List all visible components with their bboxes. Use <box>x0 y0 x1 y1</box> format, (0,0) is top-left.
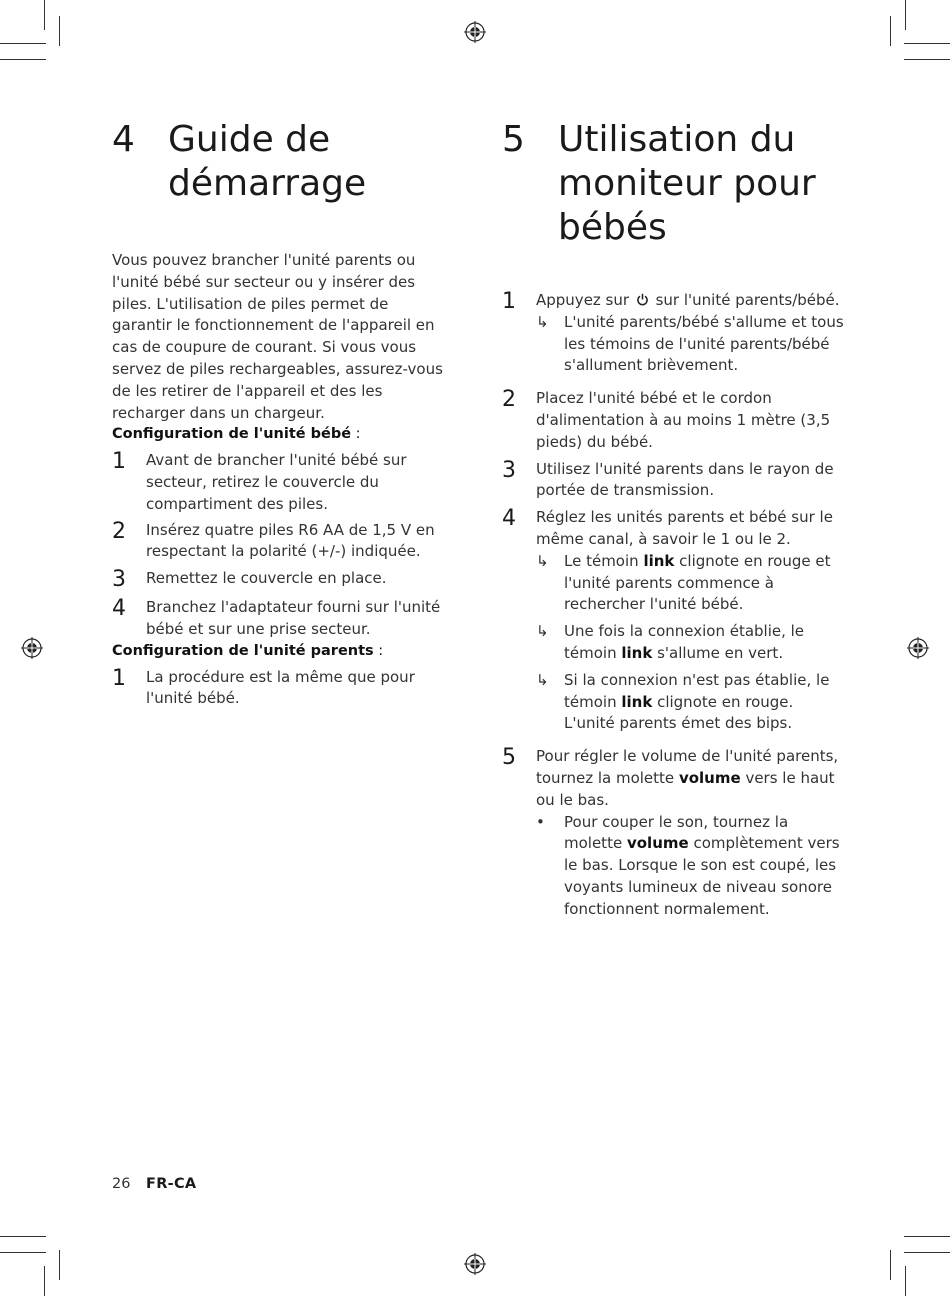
baby-step-1 <box>112 450 452 515</box>
bullet-icon: • <box>536 812 545 831</box>
crop-mark-icon <box>904 59 950 60</box>
page-footer <box>112 1176 196 1192</box>
result-text-before: Une fois la connexion établie, le témoin <box>564 622 805 662</box>
crop-mark-icon <box>0 59 46 60</box>
step-text: Réglez les unités parents et bébé sur le même canal, à savoir le 1 ou le 2. <box>536 508 833 548</box>
baby-config-label: Configuration de l'unité bébé <box>112 426 352 443</box>
step-number: 2 <box>112 518 126 544</box>
crop-mark-icon <box>59 1250 60 1280</box>
step-number: 1 <box>112 449 126 475</box>
result-arrow-icon: ↳ <box>536 670 549 689</box>
result-line <box>536 551 847 616</box>
step-text: Branchez l'adaptateur fourni sur l'unité bébé et sur une prise secteur. <box>146 598 441 638</box>
crop-mark-icon <box>890 1250 891 1280</box>
colon: : <box>373 642 384 659</box>
crop-mark-icon <box>0 43 46 44</box>
result-arrow-icon: ↳ <box>536 622 549 641</box>
baby-step-4 <box>112 597 452 641</box>
step-text: Remettez le couvercle en place. <box>146 569 387 588</box>
step-number: 3 <box>112 567 126 593</box>
result-text-after: s'allume en vert. <box>657 643 784 662</box>
crop-mark-icon <box>905 0 906 30</box>
parent-config-heading <box>112 641 452 663</box>
step-number: 4 <box>502 506 516 532</box>
step-number: 4 <box>112 596 126 622</box>
result-text-after: clignote en rouge. L'unité parents émet des bips. <box>564 692 794 733</box>
crop-mark-icon <box>59 16 60 46</box>
step-text <box>536 290 847 312</box>
result-line <box>536 621 847 665</box>
result-text <box>564 621 847 665</box>
step-text-before: Appuyez sur <box>536 291 630 309</box>
section-5-heading <box>502 118 847 250</box>
colon: : <box>351 426 361 443</box>
section-title: Utilisation du moniteur pour bébés <box>558 119 816 248</box>
crop-mark-icon <box>905 1266 906 1296</box>
usage-step-2 <box>502 388 847 453</box>
step-text: Insérez quatre piles R6 AA de 1,5 V en respectant la polarité (+/-) indiquée. <box>146 520 435 561</box>
usage-step-5 <box>502 746 847 920</box>
baby-config-heading <box>112 424 452 446</box>
result-line <box>536 670 847 735</box>
step-text: Utilisez l'unité parents dans le rayon de portée de transmission. <box>536 459 834 500</box>
volume-keyword: volume <box>678 768 741 787</box>
crop-mark-icon <box>904 1252 950 1253</box>
crop-mark-icon <box>904 1236 950 1237</box>
step-number: 5 <box>502 745 516 771</box>
link-keyword: link <box>621 643 653 662</box>
step-number: 1 <box>112 665 126 691</box>
crop-mark-icon <box>890 16 891 46</box>
step-text-after: vers le haut ou le bas. <box>536 768 835 809</box>
crop-mark-icon <box>0 1236 46 1237</box>
power-icon <box>636 293 649 306</box>
result-text <box>564 551 847 616</box>
step-number: 1 <box>502 289 516 314</box>
crop-mark-icon <box>44 1266 45 1296</box>
step-text-before: Pour régler le volume de l'unité parents, tournez la molette <box>536 747 839 787</box>
section-number: 5 <box>502 119 525 160</box>
volume-keyword: volume <box>626 834 689 853</box>
result-text-after: clignote en rouge et l'unité parents commence à rechercher l'unité bébé. <box>564 551 831 614</box>
crop-mark-icon <box>44 0 45 30</box>
left-column <box>112 118 452 710</box>
section-title: Guide de démarrage <box>168 119 367 204</box>
parent-config-label: Configuration de l'unité parents <box>112 642 374 659</box>
registration-mark-icon <box>907 637 929 659</box>
section-4-heading <box>112 118 452 206</box>
language-code: FR-CA <box>146 1176 197 1192</box>
link-keyword: link <box>643 551 675 570</box>
result-text <box>564 670 847 735</box>
result-arrow-icon: ↳ <box>536 551 549 570</box>
usage-step-3 <box>502 459 847 503</box>
step-text: Avant de brancher l'unité bébé sur secteur, retirez le couvercle du compartiment des piles. <box>146 451 407 513</box>
result-text-before: Le témoin <box>564 551 639 570</box>
result-text: L'unité parents/bébé s'allume et tous les témoins de l'unité parents/bébé s'allument brièvement. <box>564 312 844 375</box>
bullet-line <box>536 812 847 921</box>
link-keyword: link <box>621 692 653 711</box>
bullet-text <box>564 812 847 921</box>
step-number: 2 <box>502 387 516 413</box>
registration-mark-icon <box>464 21 486 43</box>
crop-mark-icon <box>0 1252 46 1253</box>
usage-step-4 <box>502 507 847 735</box>
step-text <box>536 746 847 811</box>
result-arrow-icon: ↳ <box>536 312 549 331</box>
step-text: Placez l'unité bébé et le cordon d'alimentation à au moins 1 mètre (3,5 pieds) du bébé. <box>536 389 831 451</box>
crop-mark-icon <box>904 43 950 44</box>
baby-step-3 <box>112 568 452 592</box>
right-column <box>502 118 847 921</box>
bullet-text-after: complètement vers le bas. Lorsque le son est coupé, les voyants lumineux de niveau sonore fonctionnent normalement. <box>564 834 840 918</box>
registration-mark-icon <box>464 1253 486 1275</box>
page-number: 26 <box>112 1176 131 1192</box>
result-line <box>536 312 847 377</box>
step-number: 3 <box>502 457 516 483</box>
section-number: 4 <box>112 119 135 160</box>
step-text: La procédure est la même que pour l'unité bébé. <box>146 667 415 708</box>
bullet-text-before: Pour couper le son, tournez la molette <box>564 812 789 853</box>
result-text-before: Si la connexion n'est pas établie, le témoin <box>564 670 830 711</box>
intro-paragraph: Vous pouvez brancher l'unité parents ou l'unité bébé sur secteur ou y insérer des piles. L'utilisation de piles permet de garantir le fonctionnement de l'appareil en cas de coupure de courant. Si vous vous servez de piles rechargeables, assurez-vous de les retirer de l'appareil et des les recharger dans un chargeur. <box>112 251 443 422</box>
baby-step-2 <box>112 520 452 564</box>
step-text-after: sur l'unité parents/bébé. <box>655 291 840 309</box>
usage-step-1 <box>502 290 847 377</box>
parent-step-1 <box>112 667 452 711</box>
registration-mark-icon <box>21 637 43 659</box>
